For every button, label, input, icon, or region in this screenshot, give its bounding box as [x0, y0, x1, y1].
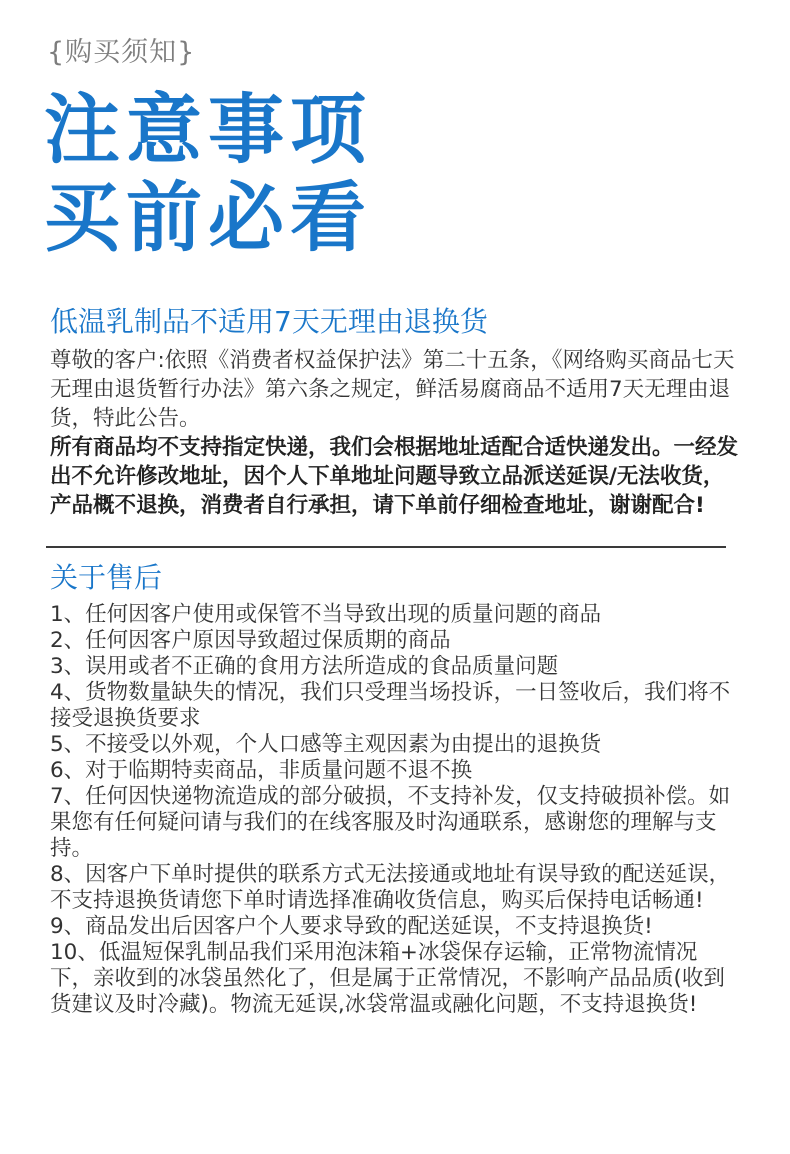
purchase-notice-tag: {购买须知} [47, 37, 196, 68]
list-item: 10、低温短保乳制品我们采用泡沫箱+冰袋保存运输，正常物流情况下，亲收到的冰袋虽然化了，但是属于正常情况，不影响产品品质(收到货建议及时冷藏)。物流无延误,冰袋常温或融化问题，不支持退换货! [50, 940, 725, 1017]
list-item: 1、任何因客户使用或保管不当导致出现的质量问题的商品 [50, 602, 602, 627]
list-item: 5、不接受以外观，个人口感等主观因素为由提出的退换货 [50, 732, 602, 757]
list-item: 9、商品发出后因客户个人要求导致的配送延误，不支持退换货! [50, 914, 653, 939]
list-item: 6、对于临期特卖商品，非质量问题不退不换 [50, 758, 473, 783]
section-title-no-return: 低温乳制品不适用7天无理由退换货 [50, 305, 488, 338]
notice-text: 尊敬的客户:依照《消费者权益保护法》第二十五条，《网络购买商品七天无理由退货暂行办法》第六条之规定，鲜活易腐商品不适用7天无理由退货，特此公告。 [50, 348, 735, 431]
section-divider [46, 546, 726, 548]
notice-paragraph [50, 346, 740, 520]
list-item: 4、货物数量缺失的情况，我们只受理当场投诉，一日签收后，我们将不接受退换货要求 [50, 680, 731, 731]
list-item: 8、因客户下单时提供的联系方式无法接通或地址有误导致的配送延误，不支持退换货请您下单时请选择准确收货信息，购买后保持电话畅通! [50, 862, 731, 913]
after-sales-list [50, 602, 740, 1018]
list-item: 7、任何因快递物流造成的部分破损，不支持补发，仅支持破损补偿。如果您有任何疑问请与我们的在线客服及时沟通联系，感谢您的理解与支持。 [50, 784, 731, 861]
list-item: 3、误用或者不正确的食用方法所造成的食品质量问题 [50, 654, 559, 679]
page-title-line1: 注意事项 [44, 85, 372, 174]
shipping-notice-text: 所有商品均不支持指定快递，我们会根据地址适配合适快递发出。一经发出不允许修改地址，因个人下单地址问题导致立品派送延误/无法收货，产品概不退换，消费者自行承担，请下单前仔细检查地址，谢谢配合! [50, 435, 739, 518]
section-title-after-sales: 关于售后 [50, 561, 163, 594]
list-item: 2、任何因客户原因导致超过保质期的商品 [50, 628, 451, 653]
page-title-line2: 买前必看 [44, 173, 372, 262]
